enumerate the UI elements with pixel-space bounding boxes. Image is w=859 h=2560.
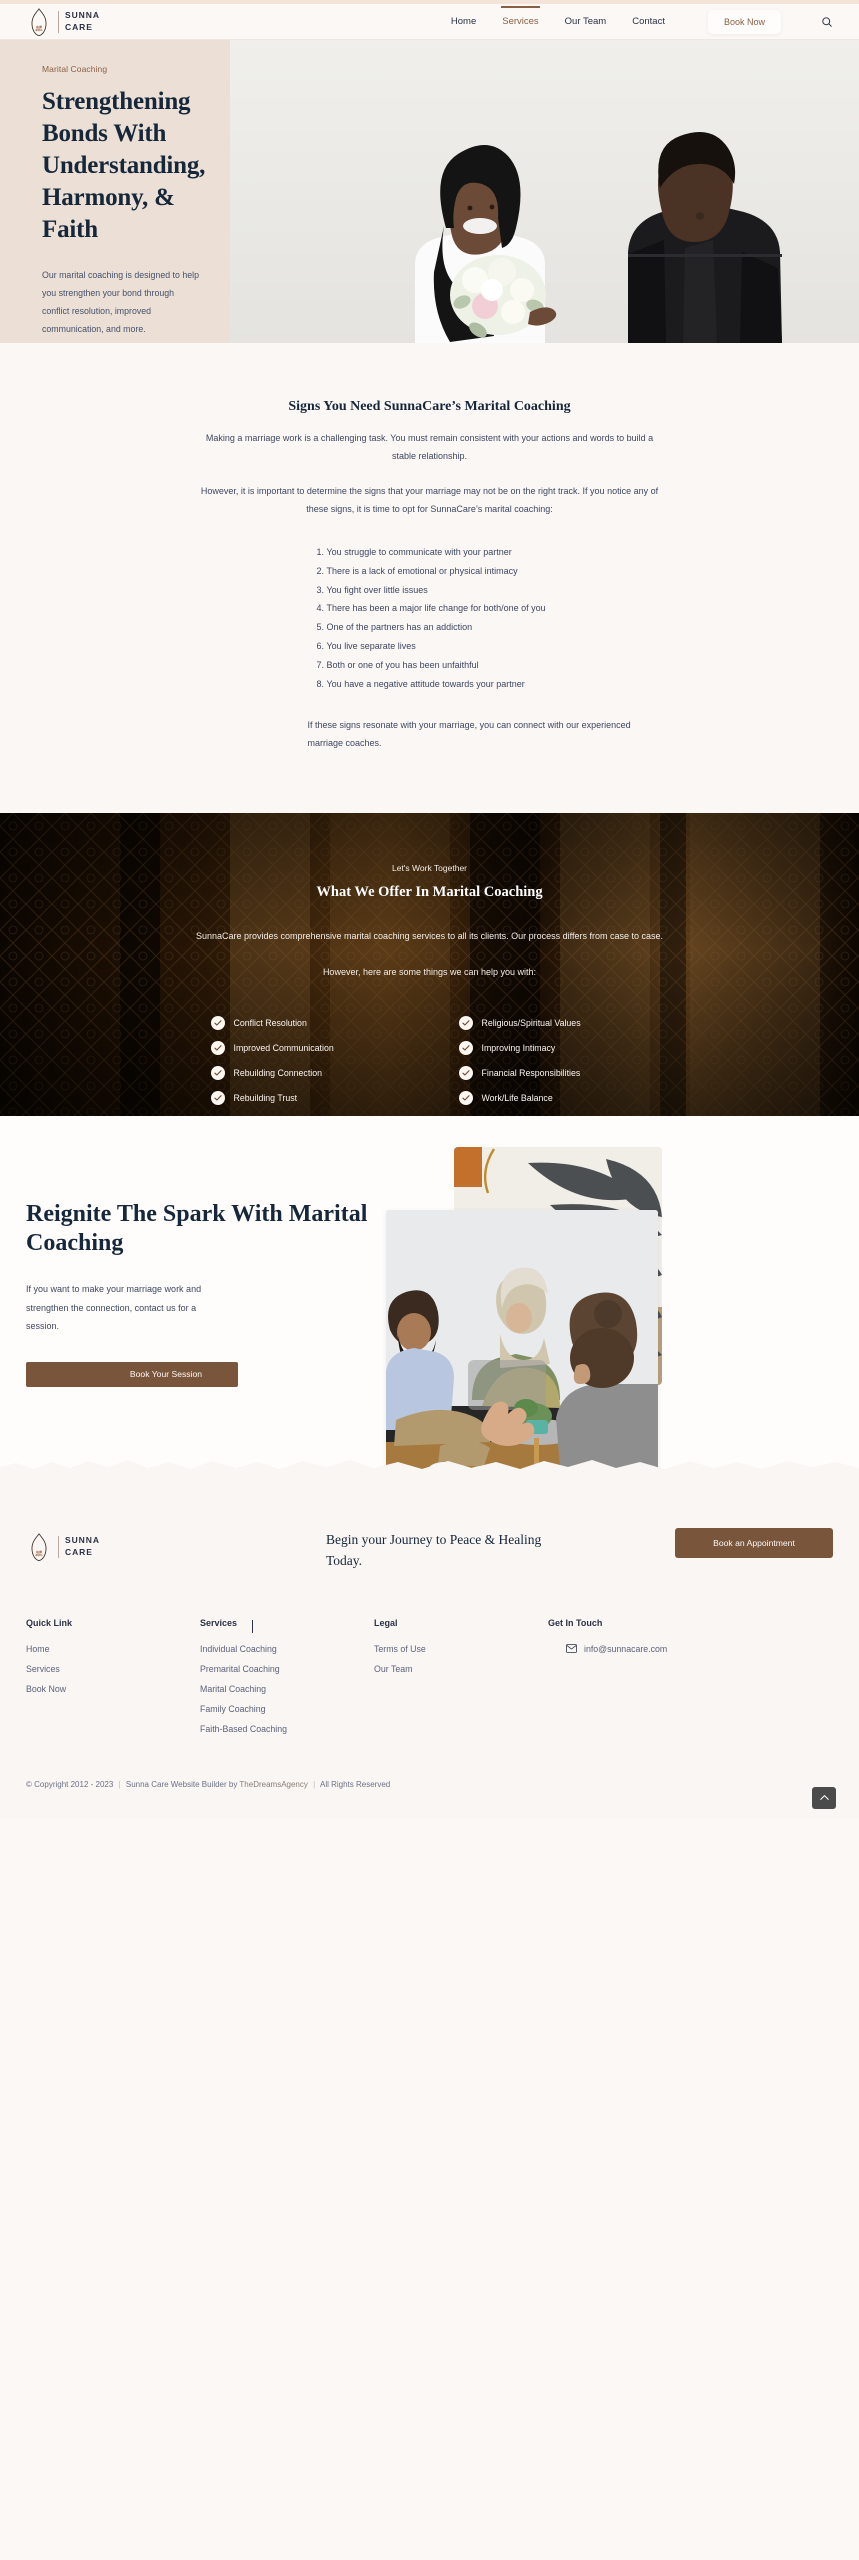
check-circle-icon: [459, 1016, 473, 1030]
footer-brand-logo[interactable]: [26, 1528, 326, 1562]
check-circle-icon: [211, 1016, 225, 1030]
list-item: 6. You live separate lives: [327, 637, 645, 656]
signs-heading: Signs You Need SunnaCare’s Marital Coaching: [288, 399, 571, 414]
search-button[interactable]: [821, 16, 833, 28]
footer-tagline: Begin your Journey to Peace & Healing Today.: [326, 1531, 542, 1568]
footer-column-title: Legal: [374, 1617, 398, 1628]
chevron-up-icon: [820, 1794, 829, 1801]
list-item: 8. You have a negative attitude towards your partner: [327, 675, 645, 694]
book-now-button[interactable]: Book Now: [708, 10, 781, 34]
footer-link-columns: [26, 1618, 833, 1744]
offer-feature-label: Rebuilding Connection: [233, 1067, 323, 1078]
list-item: 4. There has been a major life change for both/one of you: [327, 599, 645, 618]
nav-item-services[interactable]: Services: [501, 12, 539, 31]
copyright-rights: All Rights Reserved: [319, 1779, 391, 1789]
signs-paragraph-2: However, it is important to determine the signs that your marriage may not be on the right track. If you notice any of these signs, it is time to opt for SunnaCare’s marital coaching:: [200, 485, 659, 515]
footer-link-home[interactable]: Home: [26, 1643, 50, 1654]
footer-column-legal: [374, 1618, 548, 1744]
hero-heading: Strengthening Bonds With Understanding, Harmony, & Faith: [42, 88, 206, 243]
footer-column-quick-link: [26, 1618, 200, 1744]
counseling-session-photo: [386, 1210, 658, 1490]
list-item: 3. You fight over little issues: [327, 581, 645, 600]
signs-paragraph-1: Making a marriage work is a challenging task. You must remain consistent with your actions and words to build a stable relationship.: [205, 433, 654, 462]
copyright-separator-2: |: [313, 1779, 316, 1789]
check-circle-icon: [459, 1091, 473, 1105]
nav-item-home[interactable]: Home: [450, 16, 477, 27]
hero-paragraph: Our marital coaching is designed to help you strengthen your bond through conflict resolution, improved communication, and more.: [42, 270, 199, 335]
check-circle-icon: [459, 1066, 473, 1080]
footer-link-our-team[interactable]: Our Team: [374, 1663, 413, 1674]
offer-heading: What We Offer In Marital Coaching: [316, 883, 543, 900]
footer-column-title: Get In Touch: [548, 1617, 603, 1628]
footer-brand-line-2: CARE: [65, 1546, 93, 1557]
reignite-collage: [386, 1172, 833, 1432]
list-item: 1. You struggle to communicate with your partner: [327, 543, 645, 562]
site-footer: [0, 1486, 859, 1819]
check-circle-icon: [459, 1041, 473, 1055]
list-item: 5. One of the partners has an addiction: [327, 618, 645, 637]
offer-feature: [459, 1091, 649, 1105]
sunna-care-lamp-logo-icon: [26, 1532, 52, 1562]
logo-divider: [58, 11, 59, 33]
footer-column-title: Quick Link: [26, 1617, 73, 1628]
footer-link-faith-based-coaching[interactable]: Faith-Based Coaching: [200, 1723, 288, 1734]
check-circle-icon: [211, 1041, 225, 1055]
list-item: 7. Both or one of you has been unfaithful: [327, 656, 645, 675]
check-circle-icon: [211, 1091, 225, 1105]
sunna-care-lamp-logo-icon: [26, 7, 52, 37]
search-icon: [821, 16, 833, 28]
offer-feature: [211, 1016, 401, 1030]
reignite-text: [26, 1172, 386, 1432]
signs-section: [0, 343, 859, 813]
footer-link-individual-coaching[interactable]: Individual Coaching: [200, 1643, 277, 1654]
offer-feature-label: Improving Intimacy: [481, 1042, 556, 1053]
footer-email-row[interactable]: [548, 1644, 722, 1654]
logo-divider: [58, 1536, 59, 1558]
hero-text-panel: [0, 40, 230, 343]
primary-nav: [450, 10, 833, 34]
footer-link-premarital-coaching[interactable]: Premarital Coaching: [200, 1663, 280, 1674]
brand-line-2: CARE: [65, 21, 93, 32]
agency-link[interactable]: TheDreamsAgency: [239, 1779, 308, 1789]
reignite-section: [0, 1116, 859, 1486]
reignite-row: [0, 1172, 859, 1432]
nav-item-our-team[interactable]: Our Team: [564, 16, 607, 27]
scroll-to-top-button[interactable]: [812, 1787, 836, 1809]
reignite-paragraph: If you want to make your marriage work and strengthen the connection, contact us for a session.: [26, 1284, 202, 1332]
offer-feature: [211, 1066, 401, 1080]
check-circle-icon: [211, 1066, 225, 1080]
offer-feature: [211, 1041, 401, 1055]
footer-link-services[interactable]: Services: [26, 1663, 60, 1674]
book-your-session-button[interactable]: Book Your Session: [26, 1362, 238, 1387]
hero-eyebrow: Marital Coaching: [42, 64, 108, 74]
footer-link-marital-coaching[interactable]: Marital Coaching: [200, 1683, 267, 1694]
offer-feature: [459, 1016, 649, 1030]
footer-brand-line-1: SUNNA: [65, 1535, 100, 1546]
copyright-builder-prefix: Sunna Care Website Builder by: [125, 1779, 238, 1789]
hero-section: [0, 40, 859, 343]
brand-name: [65, 10, 100, 33]
offer-paragraph-2: However, here are some things we can help you with:: [322, 967, 537, 978]
offer-paragraph-1: SunnaCare provides comprehensive marital coaching services to all its clients. Our process differs from case to case.: [195, 930, 664, 941]
footer-top: [26, 1528, 833, 1572]
book-appointment-button[interactable]: Book an Appointment: [675, 1528, 833, 1558]
hero-image: [230, 40, 859, 343]
offer-feature-label: Conflict Resolution: [233, 1017, 307, 1028]
footer-brand-name: [65, 1535, 100, 1558]
copyright-symbol: ©: [26, 1779, 32, 1789]
offer-feature-label: Work/Life Balance: [481, 1092, 553, 1103]
brand-line-1: SUNNA: [65, 10, 100, 21]
footer-link-family-coaching[interactable]: Family Coaching: [200, 1703, 266, 1714]
offer-feature-label: Improved Communication: [233, 1042, 334, 1053]
site-header: [0, 4, 859, 40]
footer-column-services: [200, 1618, 374, 1744]
brand-logo[interactable]: [26, 7, 100, 37]
nav-item-contact[interactable]: Contact: [632, 16, 665, 27]
list-item: 2. There is a lack of emotional or physical intimacy: [327, 562, 645, 581]
copyright-text: Copyright 2012 - 2023: [34, 1779, 114, 1789]
text-caret: [252, 1620, 253, 1633]
footer-column-get-in-touch: [548, 1618, 722, 1744]
offer-content: [0, 863, 859, 1105]
signs-outro: If these signs resonate with your marriage, you can connect with our experienced marriage coaches.: [307, 719, 631, 749]
offer-feature-columns: [0, 1016, 859, 1105]
footer-link-terms-of-use[interactable]: Terms of Use: [374, 1643, 426, 1654]
footer-link-book-now[interactable]: Book Now: [26, 1683, 67, 1694]
offer-feature-label: Rebuilding Trust: [233, 1092, 298, 1103]
signs-list: [215, 543, 645, 694]
copyright-separator-1: |: [118, 1779, 121, 1789]
offer-feature-label: Religious/Spiritual Values: [481, 1017, 581, 1028]
offer-eyebrow: Let's Work Together: [391, 862, 467, 873]
offer-column-right: [459, 1016, 649, 1105]
offer-feature-label: Financial Responsibilities: [481, 1067, 581, 1078]
torn-edge-divider: [0, 1449, 859, 1487]
footer-column-title: Services: [200, 1617, 238, 1628]
footer-email-link[interactable]: info@sunnacare.com: [584, 1643, 668, 1654]
offer-feature: [459, 1041, 649, 1055]
offer-feature: [211, 1091, 401, 1105]
offer-column-left: [211, 1016, 401, 1105]
reignite-heading: Reignite The Spark With Marital Coaching: [26, 1200, 368, 1257]
offer-section: [0, 813, 859, 1116]
mail-icon: [566, 1644, 577, 1653]
copyright-bar: [26, 1780, 833, 1819]
offer-feature: [459, 1066, 649, 1080]
